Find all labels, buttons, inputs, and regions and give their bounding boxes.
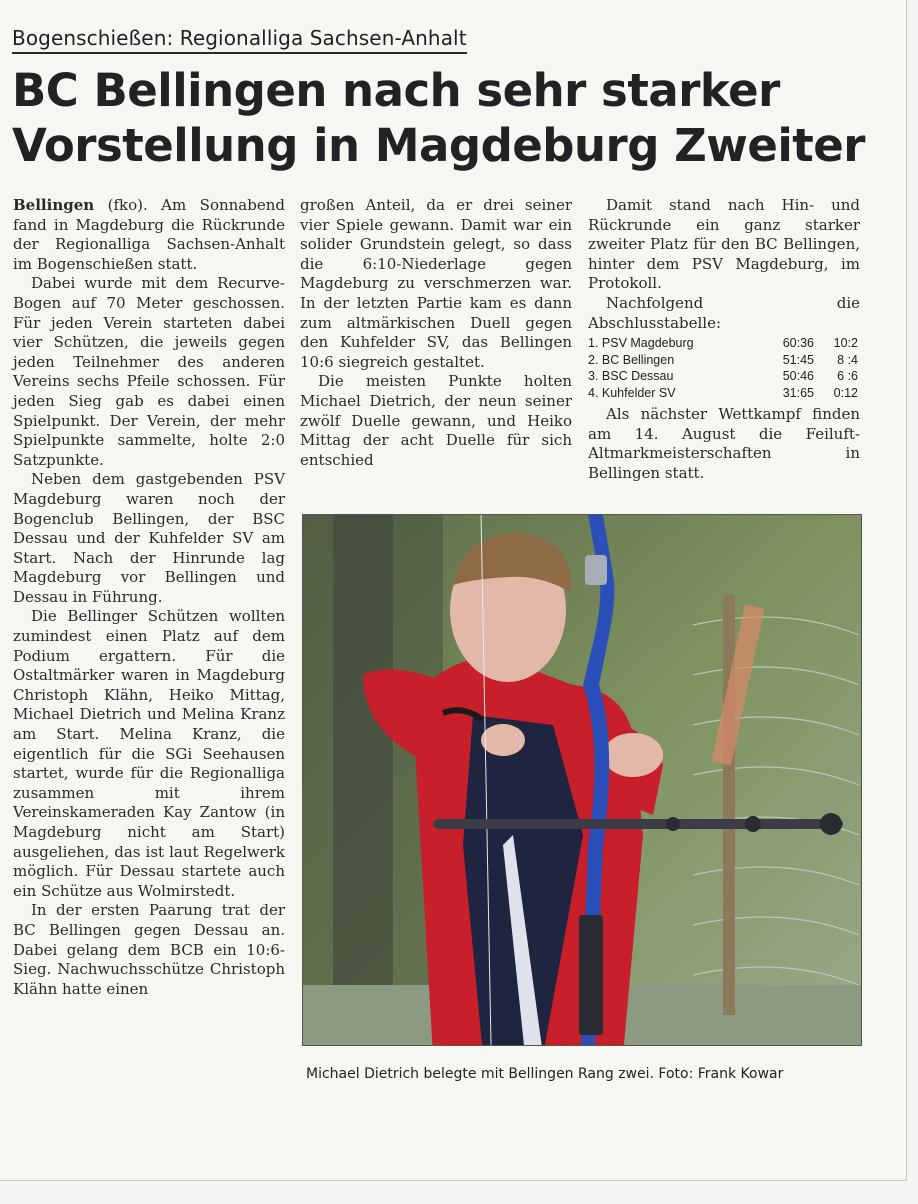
team-name: 3. BSC Dessau <box>588 369 674 384</box>
paragraph-text: (fko). Am Sonnabend fand in Magdeburg die Rückrunde der Regionalliga Sachsen-Anhalt im Bogenschießen statt. <box>13 196 285 273</box>
paragraph: Dabei wurde mit dem Recurve-Bogen auf 70 Meter geschossen. Für jeden Verein starteten dabei vier Schützen, die jeweils gegen jeden Teilnehmer des anderen Vereins sechs Pfeile schossen. Für jeden Sieg gab es dabei einen Spielpunkt. Der Verein, der mehr Spielpunkte sammelte, holte 2:0 Satzpunkte. <box>13 274 285 469</box>
paragraph: Neben dem gastgebenden PSV Magdeburg waren noch der Bogenclub Bellingen, der BSC Dessau und der Kuhfelder SV am Start. Nach der Hinrunde lag Magdeburg vor Bellingen und Dessau in Führung. <box>13 470 285 606</box>
paragraph: Damit stand nach Hin- und Rückrunde ein ganz starker zweiter Platz für den BC Bellingen, hinter dem PSV Magdeburg, im Protokoll. <box>588 196 860 293</box>
paragraph <box>13 196 285 274</box>
dateline: Bellingen <box>13 196 95 214</box>
game-points: 60:36 <box>782 336 814 351</box>
game-points: 50:46 <box>782 369 814 384</box>
set-points: 10:2 <box>833 336 858 351</box>
text-column-2 <box>300 196 572 470</box>
team-name: 1. PSV Magdeburg <box>588 336 694 351</box>
paragraph: Nachfolgend die Abschlusstabelle: <box>588 293 860 332</box>
paragraph: Die Bellinger Schützen wollten zumindest einen Platz auf dem Podium ergattern. Für die Ostaltmärker waren in Magdeburg Christoph Klähn, Heiko Mittag, Michael Dietrich und Melina Kranz am Start. Melina Kranz, die eigentlich für die SGi Seehausen startet, wurde für die Regionalliga zusammen mit ihrem Vereinskameraden Kay Zantow (in Magdeburg nicht am Start) ausgeliehen, das ist laut Regelwerk möglich. Für Dessau startete auch ein Schütze aus Wolmirstedt. <box>13 607 285 900</box>
text-column-3 <box>588 196 860 484</box>
paragraph: In der ersten Paarung trat der BC Bellingen gegen Dessau an. Dabei gelang dem BCB ein 10:6-Sieg. Nachwuchsschütze Christoph Klähn hatte einen <box>13 901 285 998</box>
set-points: 6 :6 <box>837 369 858 384</box>
headline-line-1: BC Bellingen nach sehr starker <box>12 64 780 117</box>
standings-row <box>588 352 860 369</box>
team-name: 2. BC Bellingen <box>588 352 675 367</box>
standings-row <box>588 335 860 352</box>
text-column-1 <box>13 196 285 999</box>
article-headline <box>12 63 892 173</box>
game-points: 51:45 <box>782 352 814 367</box>
game-points: 31:65 <box>782 385 814 400</box>
photo-caption: Michael Dietrich belegte mit Bellingen Rang zwei. Foto: Frank Kowar <box>306 1066 784 1082</box>
archer-photo <box>302 514 862 1046</box>
standings-row <box>588 368 860 385</box>
paragraph: großen Anteil, da er drei seiner vier Spiele gewann. Damit war ein solider Grundstein gelegt, so dass die 6:10-Niederlage gegen Magdeburg zu verschmerzen war. In der letzten Partie kam es dann zum altmärkischen Duell gegen den Kuhfelder SV, das Bellingen 10:6 siegreich gestaltet. <box>300 196 572 371</box>
archer-photo-illustration <box>303 515 861 1045</box>
team-name: 4. Kuhfelder SV <box>588 385 676 400</box>
set-points: 8 :4 <box>837 352 858 367</box>
set-points: 0:12 <box>833 385 858 400</box>
standings-table <box>588 335 860 401</box>
headline-line-2: Vorstellung in Magdeburg Zweiter <box>12 119 865 172</box>
paragraph: Als nächster Wettkampf finden am 14. August die Feiluft-Altmarkmeisterschaften in Bellingen statt. <box>588 405 860 482</box>
paragraph: Die meisten Punkte holten Michael Dietrich, der neun seiner zwölf Duelle gewann, und Heiko Mittag der acht Duelle für sich entschied <box>300 372 572 469</box>
standings-row <box>588 385 860 402</box>
article-kicker: Bogenschießen: Regionalliga Sachsen-Anhalt <box>12 26 467 54</box>
